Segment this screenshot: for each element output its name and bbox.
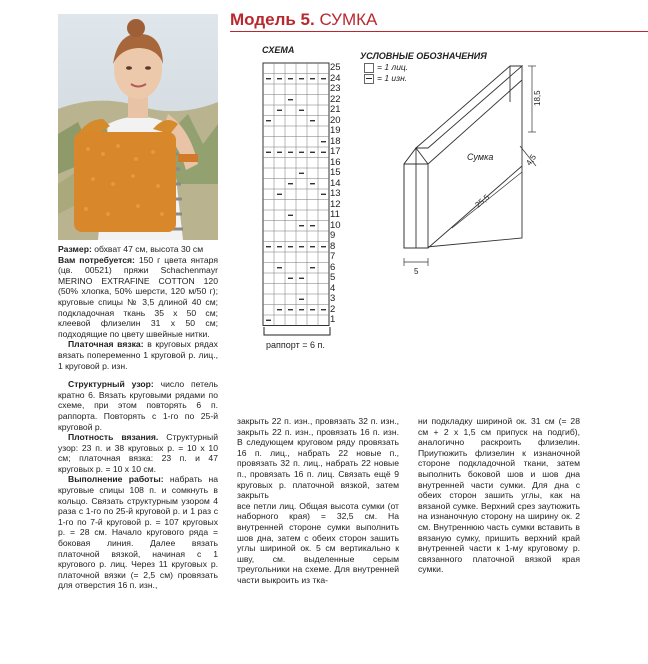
col3-paragraph: ни подкладку шириной ок. 31 см (= 28 см + 2 х 1,5 см припуск на подгиб), аналогично раскроить флизелин. Приутюжить флизелин к изнаночной стороне подкладочной ткани, затем выполнить боковой шов и шов дна внутренней части сумки. Для дна с обеих сторон зашить углы, как на вязаной сумке. Верхний срез заутюжить на изнаночную сторону на ширину ок. 2 см. Внутреннюю часть сумки вставить в вязаную сумку, пришить верхний край внутренней части к 1-му круговому р. связанного платочной вязкой края сумки.: [418, 416, 580, 575]
title-divider: [230, 31, 648, 32]
model-number: Модель 5.: [230, 10, 315, 29]
legend-purl-text: = 1 изн.: [377, 73, 408, 83]
knit-symbol: [364, 63, 374, 73]
chart-row-number: 16: [330, 156, 341, 168]
bag-label: Сумка: [467, 152, 494, 162]
chart-row-number: 15: [330, 167, 341, 178]
repeat-label: раппорт = 6 п.: [266, 340, 325, 350]
photo-woman-with-bag: [58, 14, 218, 240]
structure-text: число петель кратно 6. Вязать круговыми рядами по схеме, при этом повторять 6 п. раппорта. Повторять с 1-го по 25-й круговой р.: [58, 379, 218, 432]
plain-stitch-label: Платочная вязка:: [68, 339, 144, 350]
chart-row-number: 9: [330, 230, 336, 241]
text-column-3: [418, 416, 580, 575]
chart-row-number: 14: [330, 177, 341, 189]
text-column-2: [237, 416, 399, 586]
chart-row-number: 1: [330, 314, 336, 325]
bag-diagram: [392, 62, 572, 282]
chart-row-number: 13: [330, 188, 341, 199]
knitting-chart: [262, 62, 332, 331]
density-label: Плотность вязания.: [68, 432, 159, 443]
density-text: Структурный узор: 23 п. и 38 круговых р. = 10 х 10 см; платочная вязка: 23 п. и 47 круговых р. = 10 х 10 см.: [58, 432, 218, 474]
chart-row-number: 7: [330, 251, 336, 262]
chart-row-number: 5: [330, 272, 336, 283]
chart-row-number: 22: [330, 93, 341, 105]
chart-row-numbers: [330, 62, 350, 326]
chart-row-number: 19: [330, 125, 341, 136]
chart-row-number: 21: [330, 104, 341, 115]
dim-bottom: 5: [414, 267, 419, 276]
chart-row-number: 24: [330, 72, 341, 84]
chart-row-number: 17: [330, 146, 341, 157]
chart-row-number: 11: [330, 209, 340, 220]
text-column-1: [58, 244, 218, 591]
chart-row-number: 3: [330, 293, 336, 304]
photo-illustration: [58, 14, 218, 240]
chart-row-number: 2: [330, 303, 336, 315]
chart-row-number: 4: [330, 282, 336, 294]
materials-text: 150 г цвета янтаря (цв. 00521) пряжи Schachenmayr MERINO EXTRAFINE COTTON 120 (50% хлопка, 50% шерсти, 120 м/50 г); круговые спицы № 3,5 длиной 40 см; подкладочная ткань 35 х 50 см; клеевой флизелин 31 х 50 см; подходящие по цвету швейные нитки.: [58, 254, 219, 339]
chart-row-number: 18: [330, 135, 341, 147]
legend-knit-text: = 1 лиц.: [377, 62, 409, 72]
dim-height: 18,5: [533, 90, 542, 106]
dim-length: 25,5: [473, 192, 492, 210]
work-text: набрать на круговые спицы 108 п. и сомкнуть в кольцо. Связать структурным узором 4 раза с 1-го по 25-й круговой р. и 1 раз с 1-го по 7-й круговой р. = 107 круговых р. = 28 см. Начало кругового ряда = боковая линия. Далее вязать платочной вязкой, начиная с 1 кругового р. лиц. Через 11 круговых р. платочной вязки (= 2,5 см) провязать для отверстия 16 п. изн.,: [58, 474, 219, 591]
structure-label: Структурный узор:: [68, 379, 154, 390]
repeat-bracket: [262, 327, 332, 339]
work-label: Выполнение работы:: [68, 474, 164, 485]
legend-title: УСЛОВНЫЕ ОБОЗНАЧЕНИЯ: [360, 51, 487, 61]
model-title: [230, 10, 377, 30]
chart-row-number: 10: [330, 219, 341, 231]
materials-label: Вам потребуется:: [58, 254, 135, 265]
plain-stitch-text: в круговых рядах вязать попеременно 1 круговой р. лиц., 1 круговой р. изн.: [58, 339, 218, 371]
chart-row-number: 8: [330, 240, 336, 252]
chart-row-number: 25: [330, 62, 341, 73]
model-name: СУМКА: [319, 10, 378, 29]
chart-row-number: 20: [330, 114, 341, 126]
chart-grid: [262, 62, 332, 326]
size-text: обхват 47 см, высота 30 см: [91, 244, 204, 254]
chart-row-number: 6: [330, 261, 336, 273]
size-label: Размер:: [58, 244, 92, 254]
col2-paragraph-2: все петли лиц. Общая высота сумки (от наборного края) = 32,5 см. На внутренней стороне сумки выполнить шов дна, затем с обеих сторон зашить углы шириной ок. 5 см вертикально к шву, см. выделенные серым треугольники на схеме. Для внутренней части выкроить из тка-: [237, 500, 399, 585]
purl-symbol: [364, 74, 374, 84]
chart-title: СХЕМА: [262, 45, 295, 55]
chart-row-number: 23: [330, 83, 341, 94]
chart-row-number: 12: [330, 198, 341, 210]
col2-paragraph-1: закрыть 22 п. изн., провязать 32 п. изн., закрыть 22 п. изн., провязать 16 п. изн. В следующем круговом ряду провязать 16 п. лиц., набрать 22 новые п., провязать 32 п. лиц., набрать 22 новые п., провязать 16 п. лиц. Связать ещё 9 круговых р. платочной вязкой, затем закрыть: [237, 416, 399, 501]
dim-width: 4,5: [524, 152, 539, 168]
